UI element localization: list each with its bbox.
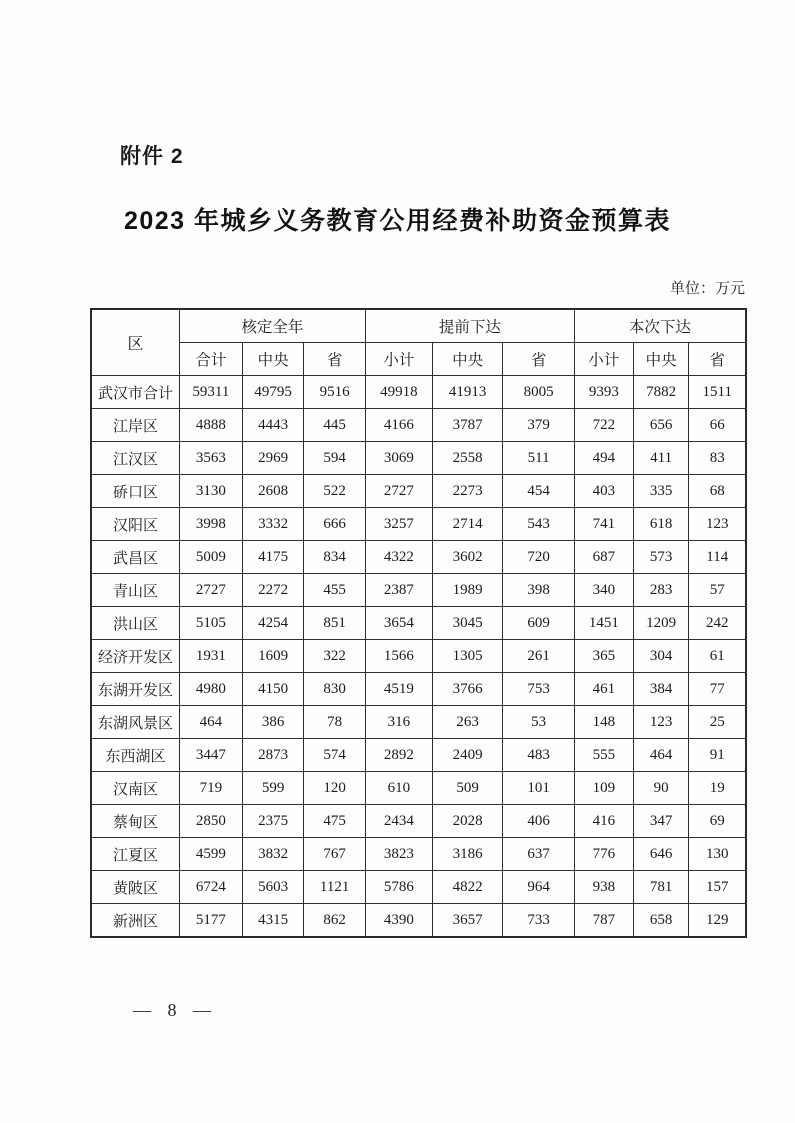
value-cell: 2608 (242, 475, 304, 508)
value-cell: 719 (179, 772, 242, 805)
table-row (91, 376, 746, 409)
value-cell: 4315 (242, 904, 304, 938)
value-cell: 69 (689, 805, 746, 838)
value-cell: 2387 (365, 574, 432, 607)
value-cell: 4822 (432, 871, 503, 904)
value-cell: 4519 (365, 673, 432, 706)
value-cell: 2727 (179, 574, 242, 607)
value-cell: 5177 (179, 904, 242, 938)
value-cell: 148 (574, 706, 633, 739)
value-cell: 851 (304, 607, 366, 640)
subheader-central: 中央 (633, 343, 689, 376)
value-cell: 862 (304, 904, 366, 938)
subheader-central: 中央 (242, 343, 304, 376)
value-cell: 3045 (432, 607, 503, 640)
value-cell: 411 (633, 442, 689, 475)
table-row (91, 541, 746, 574)
value-cell: 340 (574, 574, 633, 607)
district-cell: 江岸区 (91, 409, 179, 442)
value-cell: 555 (574, 739, 633, 772)
value-cell: 101 (503, 772, 574, 805)
value-cell: 522 (304, 475, 366, 508)
value-cell: 475 (304, 805, 366, 838)
district-cell: 洪山区 (91, 607, 179, 640)
attachment-label: 附件 2 (120, 145, 184, 168)
value-cell: 4166 (365, 409, 432, 442)
value-cell: 123 (689, 508, 746, 541)
value-cell: 2873 (242, 739, 304, 772)
value-cell: 483 (503, 739, 574, 772)
district-cell: 蔡甸区 (91, 805, 179, 838)
table-row (91, 772, 746, 805)
district-cell: 青山区 (91, 574, 179, 607)
district-cell: 江夏区 (91, 838, 179, 871)
district-cell: 汉阳区 (91, 508, 179, 541)
district-cell: 黄陂区 (91, 871, 179, 904)
value-cell: 335 (633, 475, 689, 508)
value-cell: 5105 (179, 607, 242, 640)
value-cell: 4980 (179, 673, 242, 706)
value-cell: 830 (304, 673, 366, 706)
value-cell: 1989 (432, 574, 503, 607)
value-cell: 3766 (432, 673, 503, 706)
value-cell: 109 (574, 772, 633, 805)
value-cell: 733 (503, 904, 574, 938)
value-cell: 3332 (242, 508, 304, 541)
district-cell: 东湖风景区 (91, 706, 179, 739)
value-cell: 9516 (304, 376, 366, 409)
value-cell: 416 (574, 805, 633, 838)
value-cell: 618 (633, 508, 689, 541)
value-cell: 720 (503, 541, 574, 574)
value-cell: 494 (574, 442, 633, 475)
value-cell: 19 (689, 772, 746, 805)
value-cell: 2273 (432, 475, 503, 508)
subheader-province: 省 (689, 343, 746, 376)
table-row (91, 739, 746, 772)
value-cell: 1121 (304, 871, 366, 904)
value-cell: 776 (574, 838, 633, 871)
value-cell: 25 (689, 706, 746, 739)
district-cell: 江汉区 (91, 442, 179, 475)
district-cell: 东西湖区 (91, 739, 179, 772)
subheader-central: 中央 (432, 343, 503, 376)
table-row (91, 706, 746, 739)
value-cell: 3257 (365, 508, 432, 541)
table-row (91, 673, 746, 706)
header-sub-row (91, 343, 746, 376)
value-cell: 573 (633, 541, 689, 574)
district-cell: 武汉市合计 (91, 376, 179, 409)
value-cell: 1305 (432, 640, 503, 673)
value-cell: 90 (633, 772, 689, 805)
value-cell: 2727 (365, 475, 432, 508)
value-cell: 283 (633, 574, 689, 607)
value-cell: 78 (304, 706, 366, 739)
value-cell: 4175 (242, 541, 304, 574)
value-cell: 3447 (179, 739, 242, 772)
value-cell: 4888 (179, 409, 242, 442)
value-cell: 787 (574, 904, 633, 938)
district-cell: 汉南区 (91, 772, 179, 805)
subheader-subtotal: 小计 (365, 343, 432, 376)
value-cell: 8005 (503, 376, 574, 409)
value-cell: 114 (689, 541, 746, 574)
value-cell: 646 (633, 838, 689, 871)
value-cell: 722 (574, 409, 633, 442)
district-cell: 硚口区 (91, 475, 179, 508)
table-row (91, 409, 746, 442)
value-cell: 3657 (432, 904, 503, 938)
value-cell: 1209 (633, 607, 689, 640)
value-cell: 5009 (179, 541, 242, 574)
value-cell: 91 (689, 739, 746, 772)
page-number: — 8 — (133, 1000, 217, 1020)
page-title: 2023 年城乡义务教育公用经费补助资金预算表 (123, 207, 672, 235)
value-cell: 609 (503, 607, 574, 640)
value-cell: 4443 (242, 409, 304, 442)
table-row (91, 805, 746, 838)
value-cell: 1511 (689, 376, 746, 409)
district-cell: 东湖开发区 (91, 673, 179, 706)
table-row (91, 508, 746, 541)
value-cell: 767 (304, 838, 366, 871)
value-cell: 2409 (432, 739, 503, 772)
value-cell: 666 (304, 508, 366, 541)
value-cell: 781 (633, 871, 689, 904)
value-cell: 57 (689, 574, 746, 607)
value-cell: 347 (633, 805, 689, 838)
value-cell: 406 (503, 805, 574, 838)
value-cell: 687 (574, 541, 633, 574)
value-cell: 1566 (365, 640, 432, 673)
value-cell: 610 (365, 772, 432, 805)
value-cell: 123 (633, 706, 689, 739)
value-cell: 77 (689, 673, 746, 706)
subheader-province: 省 (503, 343, 574, 376)
value-cell: 2272 (242, 574, 304, 607)
value-cell: 61 (689, 640, 746, 673)
value-cell: 3787 (432, 409, 503, 442)
value-cell: 120 (304, 772, 366, 805)
value-cell: 3069 (365, 442, 432, 475)
table-row (91, 904, 746, 938)
value-cell: 157 (689, 871, 746, 904)
value-cell: 4254 (242, 607, 304, 640)
value-cell: 2714 (432, 508, 503, 541)
table-row (91, 475, 746, 508)
value-cell: 263 (432, 706, 503, 739)
value-cell: 445 (304, 409, 366, 442)
value-cell: 753 (503, 673, 574, 706)
table-row (91, 574, 746, 607)
value-cell: 574 (304, 739, 366, 772)
value-cell: 316 (365, 706, 432, 739)
value-cell: 3602 (432, 541, 503, 574)
value-cell: 543 (503, 508, 574, 541)
value-cell: 6724 (179, 871, 242, 904)
value-cell: 461 (574, 673, 633, 706)
budget-table-container (90, 308, 747, 938)
column-header-district: 区 (91, 309, 179, 376)
value-cell: 53 (503, 706, 574, 739)
value-cell: 322 (304, 640, 366, 673)
value-cell: 4150 (242, 673, 304, 706)
value-cell: 1931 (179, 640, 242, 673)
value-cell: 4322 (365, 541, 432, 574)
value-cell: 2969 (242, 442, 304, 475)
value-cell: 49795 (242, 376, 304, 409)
value-cell: 3186 (432, 838, 503, 871)
value-cell: 938 (574, 871, 633, 904)
subheader-province: 省 (304, 343, 366, 376)
value-cell: 637 (503, 838, 574, 871)
district-cell: 武昌区 (91, 541, 179, 574)
value-cell: 2028 (432, 805, 503, 838)
column-group-approved-annual: 核定全年 (179, 309, 365, 343)
value-cell: 49918 (365, 376, 432, 409)
value-cell: 41913 (432, 376, 503, 409)
budget-table-header (91, 309, 746, 376)
value-cell: 964 (503, 871, 574, 904)
value-cell: 3563 (179, 442, 242, 475)
value-cell: 464 (633, 739, 689, 772)
value-cell: 3130 (179, 475, 242, 508)
subheader-total: 合计 (179, 343, 242, 376)
value-cell: 2558 (432, 442, 503, 475)
value-cell: 398 (503, 574, 574, 607)
value-cell: 68 (689, 475, 746, 508)
value-cell: 66 (689, 409, 746, 442)
value-cell: 834 (304, 541, 366, 574)
value-cell: 464 (179, 706, 242, 739)
value-cell: 454 (503, 475, 574, 508)
table-row (91, 640, 746, 673)
district-cell: 经济开发区 (91, 640, 179, 673)
budget-table-body (91, 376, 746, 938)
value-cell: 2375 (242, 805, 304, 838)
value-cell: 511 (503, 442, 574, 475)
value-cell: 5786 (365, 871, 432, 904)
value-cell: 242 (689, 607, 746, 640)
column-group-advance-issued: 提前下达 (365, 309, 574, 343)
value-cell: 594 (304, 442, 366, 475)
value-cell: 656 (633, 409, 689, 442)
value-cell: 3823 (365, 838, 432, 871)
value-cell: 304 (633, 640, 689, 673)
value-cell: 2892 (365, 739, 432, 772)
column-group-current-issued: 本次下达 (574, 309, 746, 343)
value-cell: 9393 (574, 376, 633, 409)
value-cell: 599 (242, 772, 304, 805)
header-group-row (91, 309, 746, 343)
value-cell: 455 (304, 574, 366, 607)
budget-table (90, 308, 747, 938)
value-cell: 7882 (633, 376, 689, 409)
value-cell: 384 (633, 673, 689, 706)
value-cell: 3998 (179, 508, 242, 541)
value-cell: 1609 (242, 640, 304, 673)
value-cell: 403 (574, 475, 633, 508)
district-cell: 新洲区 (91, 904, 179, 938)
table-row (91, 442, 746, 475)
value-cell: 83 (689, 442, 746, 475)
table-row (91, 871, 746, 904)
value-cell: 1451 (574, 607, 633, 640)
value-cell: 3654 (365, 607, 432, 640)
unit-note: 单位：万元 (669, 281, 745, 297)
value-cell: 5603 (242, 871, 304, 904)
value-cell: 379 (503, 409, 574, 442)
value-cell: 365 (574, 640, 633, 673)
value-cell: 2850 (179, 805, 242, 838)
value-cell: 130 (689, 838, 746, 871)
table-row (91, 838, 746, 871)
table-row (91, 607, 746, 640)
value-cell: 2434 (365, 805, 432, 838)
value-cell: 4599 (179, 838, 242, 871)
value-cell: 386 (242, 706, 304, 739)
value-cell: 129 (689, 904, 746, 938)
value-cell: 59311 (179, 376, 242, 409)
value-cell: 3832 (242, 838, 304, 871)
value-cell: 261 (503, 640, 574, 673)
value-cell: 509 (432, 772, 503, 805)
value-cell: 658 (633, 904, 689, 938)
subheader-subtotal: 小计 (574, 343, 633, 376)
value-cell: 4390 (365, 904, 432, 938)
value-cell: 741 (574, 508, 633, 541)
